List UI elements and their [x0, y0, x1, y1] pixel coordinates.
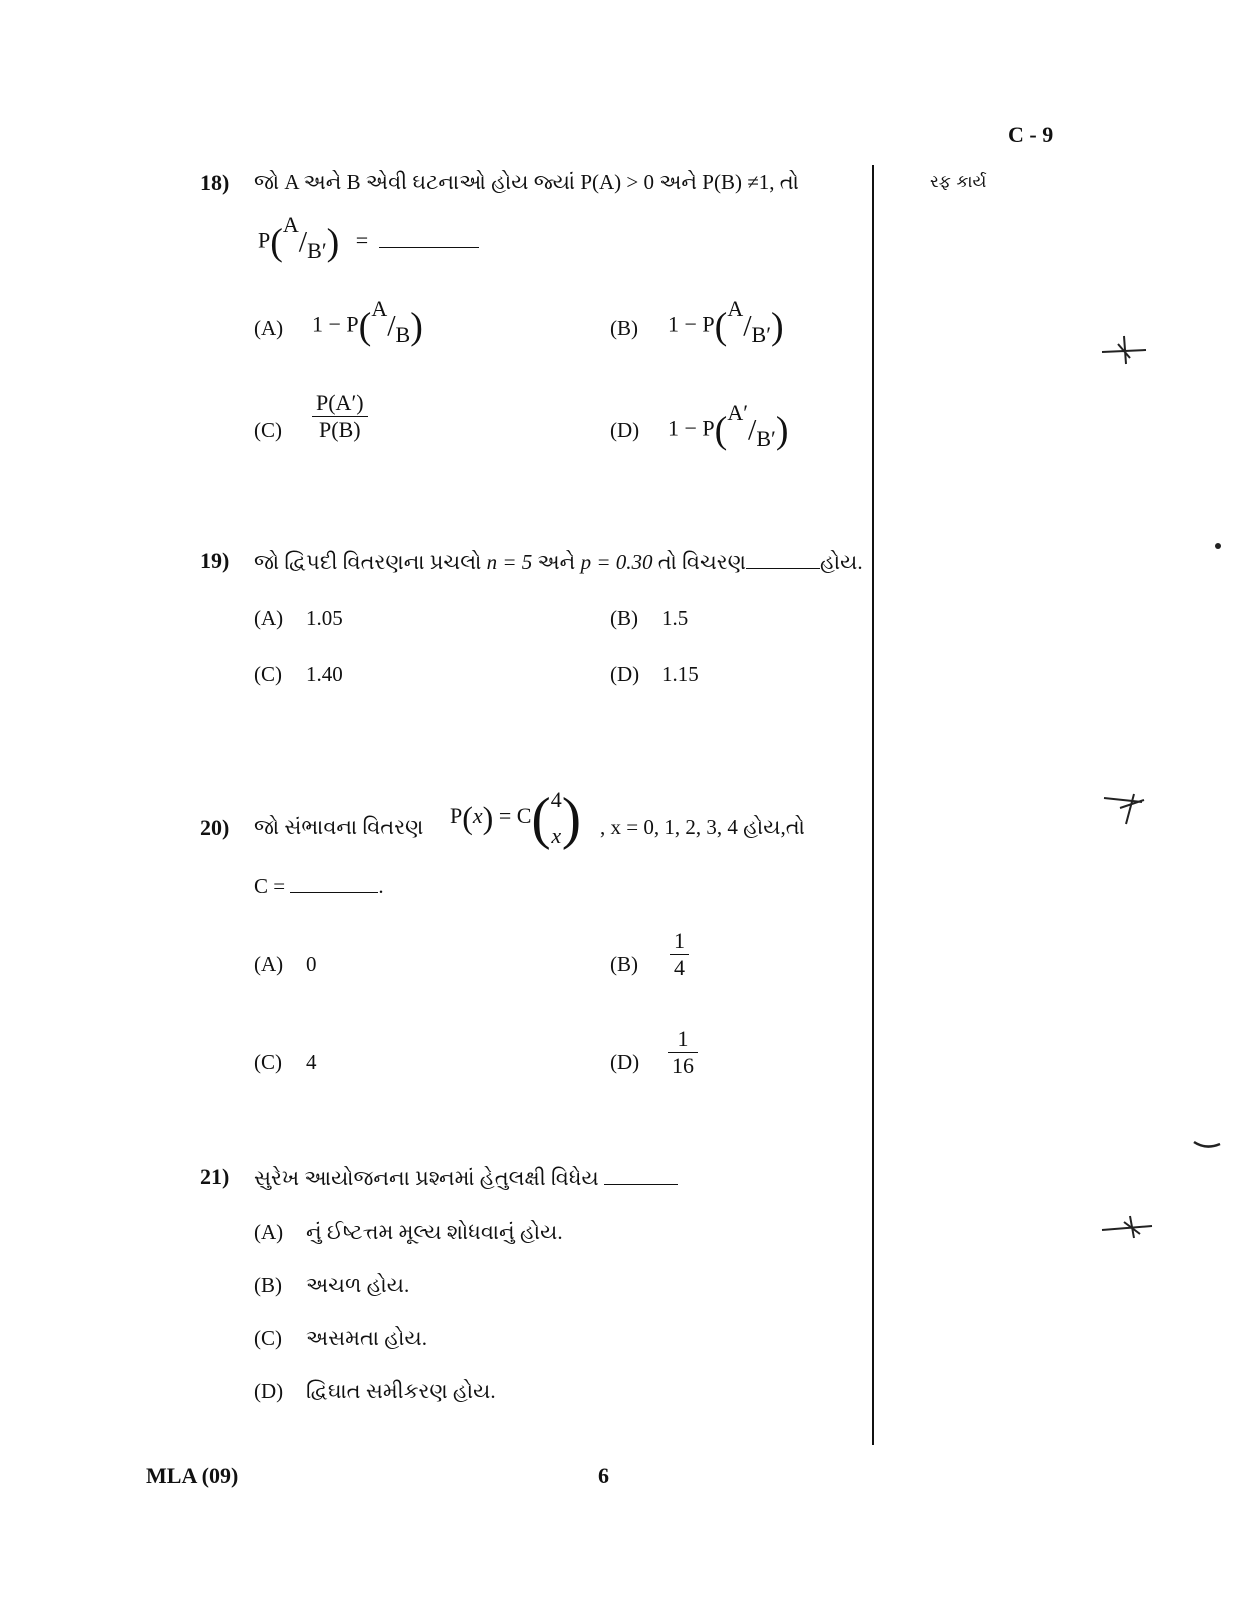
option-value: દ્વિઘાત સમીકરણ હોય. [306, 1379, 496, 1403]
option-d[interactable] [610, 662, 699, 687]
option-label: (D) [610, 1050, 640, 1074]
option-label: (D) [610, 418, 640, 442]
text-part: સુરેખ આયોજનના પ્રશ્નમાં હેતુલક્ષી વિધેય [254, 1166, 599, 1190]
option-label: (D) [254, 1379, 284, 1403]
option-label: (A) [254, 952, 284, 976]
option-b-value [670, 928, 689, 981]
question-number: 21) [200, 1164, 230, 1189]
option-a-value: 1 − P(A/B) [312, 296, 423, 348]
answer-blank [379, 227, 479, 248]
option-d-value [668, 1026, 698, 1079]
option-value: 1.40 [306, 662, 343, 686]
option-d[interactable] [254, 1379, 496, 1404]
option-d[interactable] [610, 418, 662, 443]
option-c[interactable] [254, 418, 306, 443]
scan-mark [1100, 790, 1150, 830]
answer-blank [746, 548, 820, 569]
scan-mark [1192, 1136, 1222, 1152]
option-label: (A) [254, 1220, 284, 1244]
option-a[interactable] [254, 316, 306, 341]
question-line2 [254, 872, 384, 899]
page-number: 6 [598, 1463, 609, 1488]
option-c[interactable] [254, 1326, 427, 1351]
option-c[interactable] [254, 1050, 317, 1075]
option-label: (D) [610, 662, 640, 686]
option-value: 1.05 [306, 606, 343, 630]
fraction-denominator: 4 [674, 955, 685, 980]
question-text [254, 1164, 678, 1191]
option-value: નું ઈષ્ટત્તમ મૂલ્ય શોધવાનું હોય. [306, 1220, 563, 1244]
scan-mark [1100, 1208, 1156, 1244]
answer-blank [604, 1164, 678, 1185]
option-b[interactable] [254, 1273, 409, 1298]
text-part: હોય. [819, 550, 863, 574]
question-number: 18) [200, 170, 230, 195]
option-label: (B) [254, 1273, 282, 1297]
option-c[interactable] [254, 662, 343, 687]
option-a[interactable] [254, 606, 343, 631]
option-value: 0 [306, 952, 317, 976]
text-part: C = [254, 874, 286, 898]
footer-code: MLA (09) [146, 1463, 239, 1488]
page-code: C - 9 [1008, 122, 1054, 147]
fraction-numerator: 1 [670, 928, 689, 955]
text-part: અને [537, 550, 576, 574]
option-a[interactable] [254, 952, 317, 977]
param-p: p = 0.30 [580, 550, 653, 574]
option-value: અચળ હોય. [306, 1273, 410, 1297]
option-label: (C) [254, 662, 282, 686]
option-value: અસમતા હોય. [306, 1326, 427, 1350]
option-d[interactable] [610, 1050, 662, 1075]
question-text: જો A અને B એવી ઘટનાઓ હોય જ્યાં P(A) > 0 અને P(B) ≠1, તો [254, 170, 799, 194]
option-c-value: $\frac{P(A')}{P(B)}$ [312, 390, 368, 443]
option-b[interactable] [610, 952, 662, 977]
option-label: (B) [610, 952, 638, 976]
option-label: (A) [254, 606, 284, 630]
option-value: 4 [306, 1050, 317, 1074]
rough-work-label: રફ કાર્ય [930, 172, 987, 192]
fraction-numerator: 1 [668, 1026, 698, 1053]
option-label: (C) [254, 418, 282, 442]
question-number: 20) [200, 815, 230, 840]
scan-mark [1212, 540, 1224, 552]
option-d-value: 1 − P(A′/B′) [668, 400, 789, 452]
option-b[interactable] [610, 316, 662, 341]
question-expression: P(A/B′) = [258, 212, 479, 264]
option-label: (C) [254, 1050, 282, 1074]
option-value: 1.5 [662, 606, 689, 630]
column-divider [872, 165, 874, 1445]
option-b-value: 1 − P(A/B′) [668, 296, 784, 348]
option-label: (A) [254, 316, 284, 340]
answer-blank [290, 872, 378, 893]
binomial-expression: P(x) = C(4 x) [450, 785, 582, 851]
option-label: (B) [610, 606, 638, 630]
option-b[interactable] [610, 606, 688, 631]
text-part: તો વિચરણ [657, 550, 746, 574]
fraction-denominator: 16 [672, 1053, 694, 1078]
option-label: (B) [610, 316, 638, 340]
question-text [254, 548, 863, 575]
option-value: 1.15 [662, 662, 699, 686]
scan-mark [1100, 330, 1150, 370]
option-a[interactable] [254, 1220, 563, 1245]
question-number: 19) [200, 548, 230, 573]
option-label: (C) [254, 1326, 282, 1350]
text-part: . [378, 874, 384, 898]
question-text-cont: , x = 0, 1, 2, 3, 4 હોય,તો [600, 815, 805, 839]
question-text: જો સંભાવના વિતરણ [254, 815, 424, 839]
param-n: n = 5 [486, 550, 533, 574]
text-part: જો દ્વિપદી વિતરણના પ્રચલો [254, 550, 482, 574]
